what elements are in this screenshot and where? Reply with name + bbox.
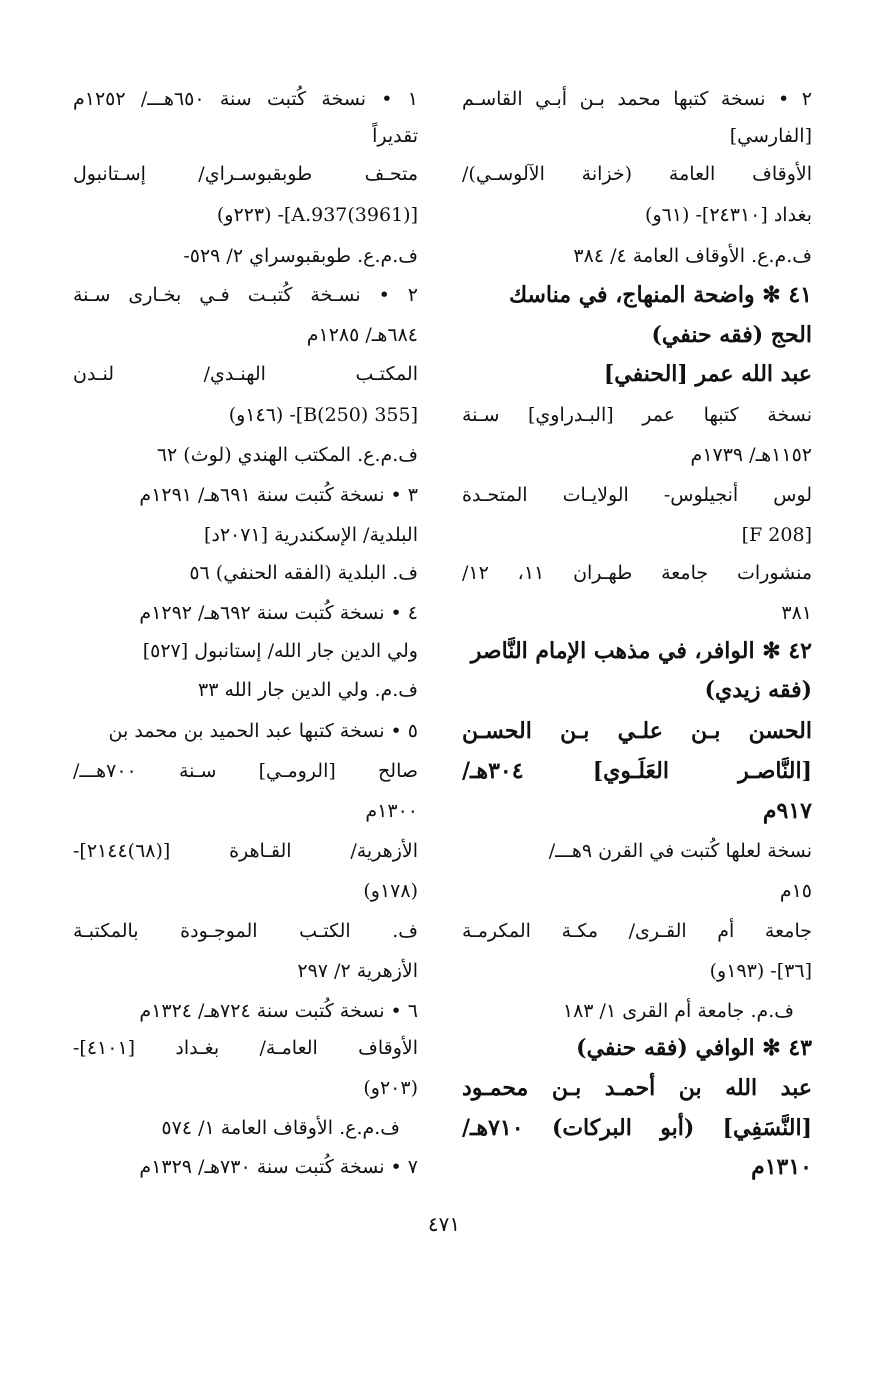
left-column-line: ٤ • نسخة كُتبت سنة ٦٩٢هـ/ ١٢٩٢م [139, 602, 418, 624]
left-column-line: ٣ • نسخة كُتبت سنة ٦٩١هـ/ ١٢٩١م [139, 484, 418, 506]
right-column-line: عبد الله عمر [الحنفي] [603, 361, 812, 387]
left-column-line: ف.م.ع. الأوقاف العامة ١/ ٥٧٤ [161, 1117, 400, 1139]
right-column-line: الحج (فقه حنفي) [651, 322, 812, 348]
right-column-line: عبد الله بن أحمـد بـن محمـود [462, 1075, 812, 1101]
left-column-line: ولي الدين جار الله/ إستانبول [٥٢٧] [142, 640, 418, 662]
left-column-line: الأزهرية ٢/ ٢٩٧ [297, 960, 418, 982]
right-column-line: نسخة كتبها عمر [البـدراوي] سـنة [462, 404, 812, 426]
right-column-line: (فقه زيدي) [704, 677, 812, 703]
left-column-line: ف.م.ع. المكتب الهندي (لوث) ٦٢ [156, 444, 418, 466]
right-column-line: ٤٢ ✻ الوافر، في مذهب الإمام النَّاصر [470, 638, 812, 664]
left-column-line: ٥ • نسخة كتبها عبد الحميد بن محمد بن [108, 720, 418, 742]
right-column-line: ف.م. جامعة أم القرى ١/ ١٨٣ [562, 1000, 794, 1022]
right-column-line: ١١٥٢هـ/ ١٧٣٩م [690, 444, 812, 466]
left-column-line: ١٣٠٠م [365, 800, 418, 822]
left-column-line: متحـف طوبقبوسـراي/ إسـتانبول [73, 163, 418, 185]
right-column-line: جامعة أم القـرى/ مكـة المكرمـة [462, 920, 812, 942]
right-column-line: [الفارسي] [729, 125, 812, 147]
right-column-line: [النَّسَفِي] (أبو البركات) ٧١٠هـ/ [462, 1115, 812, 1141]
left-column-line: [A.937(3961)]- (٢٢٣و) [216, 204, 418, 226]
right-column-line: الأوقاف العامة (خزانة الآلوسـي)/ [462, 163, 812, 185]
right-column-line: [F 208] [741, 524, 812, 546]
right-column-line: [٣٦]- (١٩٣و) [709, 960, 812, 982]
left-column-line: تقديراً [372, 125, 418, 147]
right-column-line: منشورات جامعة طهـران ١١، ١٢/ [462, 562, 812, 584]
left-column-line: البلدية/ الإسكندرية [٢٠٧١د] [203, 524, 418, 546]
left-column-line: ٢ • نسـخة كُتبـت فـي بخـارى سـنة [73, 284, 418, 306]
left-column-line: ف. البلدية (الفقه الحنفي) ٥٦ [189, 562, 418, 584]
right-column-line: ف.م.ع. الأوقاف العامة ٤/ ٣٨٤ [573, 245, 812, 267]
left-column-line: ف.م.ع. طوبقبوسراي ٢/ ٥٢٩- [183, 245, 418, 267]
right-column-line: نسخة لعلها كُتبت في القرن ٩هـــ/ [548, 840, 812, 862]
left-column-line: (٢٠٣و) [363, 1077, 418, 1099]
right-column-line: ١٣١٠م [751, 1154, 812, 1180]
right-column-line: بغداد [٢٤٣١٠]- (٦١و) [645, 204, 812, 226]
right-column-line: ٤٣ ✻ الوافي (فقه حنفي) [576, 1035, 812, 1061]
page-number: ٤٧١ [427, 1212, 461, 1236]
right-column-line: ٢ • نسخة كتبها محمد بـن أبـي القاسـم [462, 88, 812, 110]
right-column-line: ١٥م [779, 880, 812, 902]
left-column-line: ف. الكتـب الموجـودة بالمكتبـة [73, 920, 418, 942]
left-column-line: ٦٨٤هـ/ ١٢٨٥م [306, 324, 418, 346]
right-column-line: الحسن بـن علـي بـن الحسـن [462, 718, 812, 744]
left-column-line: ٦ • نسخة كُتبت سنة ٧٢٤هـ/ ١٣٢٤م [139, 1000, 418, 1022]
left-column-line: الأوقاف العامـة/ بغـداد [٤١٠١]- [73, 1037, 418, 1059]
right-column-line: ٩١٧م [762, 798, 812, 824]
left-column-line: [355 B(250)]- (١٤٦و) [228, 404, 418, 426]
right-column-line: ٣٨١ [781, 602, 812, 624]
left-column-line: صالح [الرومـي] سـنة ٧٠٠هـــ/ [73, 760, 418, 782]
left-column-line: ف.م. ولي الدين جار الله ٣٣ [197, 679, 418, 701]
right-column-line: ٤١ ✻ واضحة المنهاج، في مناسك [508, 282, 812, 308]
left-column-line: ٧ • نسخة كُتبت سنة ٧٣٠هـ/ ١٣٢٩م [139, 1156, 418, 1178]
left-column-line: الأزهرية/ القـاهرة [(٦٨)٢١٤٤]- [73, 840, 418, 862]
left-column-line: المكتـب الهنـدي/ لنـدن [73, 363, 418, 385]
left-column-line: ١ • نسخة كُتبت سنة ٦٥٠هـــ/ ١٢٥٢م [73, 88, 418, 110]
left-column-line: (١٧٨و) [363, 880, 418, 902]
right-column-line: لوس أنجيلوس- الولايـات المتحـدة [462, 484, 812, 506]
right-column-line: [النَّاصـر العَلَـوي] ٣٠٤هـ/ [462, 758, 812, 784]
